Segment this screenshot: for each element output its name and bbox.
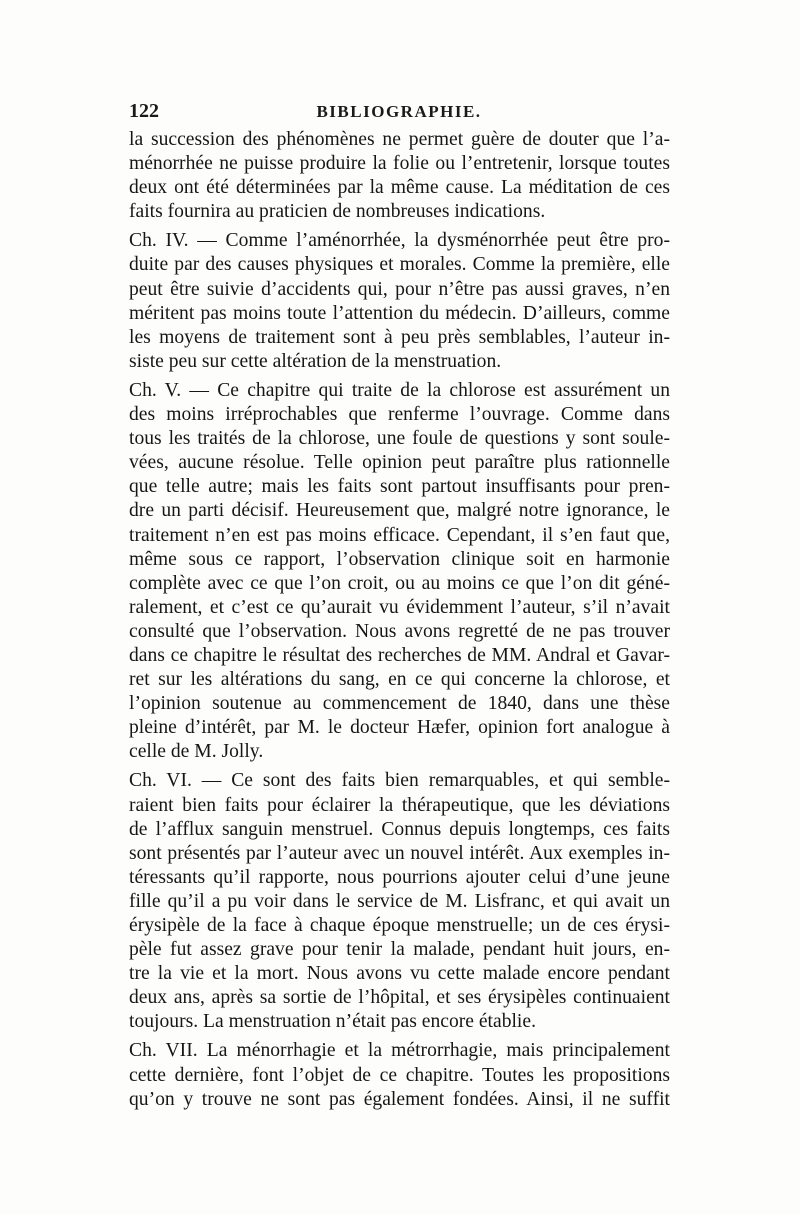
text-line: de l’afflux sanguin menstruel. Connus depuis longtemps, ces faits xyxy=(129,818,670,840)
text-line: ralement, et c’est ce qu’aurait vu évidemment l’auteur, s’il n’avait xyxy=(129,596,670,618)
paragraph xyxy=(129,379,670,765)
text-line: deux ans, après sa sortie de l’hôpital, et ses érysipèles continuaient xyxy=(129,987,670,1009)
text-line: l’opinion soutenue au commencement de 1840, dans une thèse xyxy=(129,693,670,715)
text-line: ménorrhée ne puisse produire la folie ou l’entretenir, lorsque toutes xyxy=(129,153,670,175)
text-line: celle de M. Jolly. xyxy=(129,741,264,763)
text-line: traitement n’en est pas moins efficace. Cependant, il s’en faut que, xyxy=(129,524,670,546)
text-line: cette dernière, font l’objet de ce chapitre. Toutes les propositions xyxy=(129,1064,670,1086)
text-line: dre un parti décisif. Heureusement que, malgré notre ignorance, le xyxy=(129,500,670,522)
text-line: complète avec ce que l’on croit, ou au moins ce que l’on dit géné- xyxy=(129,572,670,594)
page-header xyxy=(129,100,669,126)
text-line: deux ont été déterminées par la même cause. La méditation de ces xyxy=(129,177,670,199)
text-line: tous les traités de la chlorose, une foule de questions y sont soule- xyxy=(129,428,670,450)
text-line: siste peu sur cette altération de la menstruation. xyxy=(129,350,502,372)
text-line: Ch. V. — Ce chapitre qui traite de la chlorose est assurément un xyxy=(129,379,670,401)
page-number: 122 xyxy=(129,100,159,122)
text-line: toujours. La menstruation n’était pas encore établie. xyxy=(129,1011,536,1033)
text-line: dans ce chapitre le résultat des recherches de MM. Andral et Gavar- xyxy=(129,644,670,666)
text-line: consulté que l’observation. Nous avons regretté de ne pas trouver xyxy=(129,620,670,642)
text-line: peut être suivie d’accidents qui, pour n’être pas aussi graves, n’en xyxy=(129,278,670,300)
text-line: que telle autre; mais les faits sont partout insuffisants pour pren- xyxy=(129,476,670,498)
text-line: Ch. VI. — Ce sont des faits bien remarquables, et qui semble- xyxy=(129,770,670,792)
text-line: érysipèle de la face à chaque époque menstruelle; un de ces érysi- xyxy=(129,915,670,936)
paragraph xyxy=(129,769,670,1034)
text-line: pleine d’intérêt, par M. le docteur Hæfer, opinion fort analogue à xyxy=(129,717,670,739)
paragraph xyxy=(129,1039,670,1111)
text-line: Ch. VII. La ménorrhagie et la métrorrhagie, mais principalement xyxy=(129,1040,670,1062)
text-line: téressants qu’il rapporte, nous pourrions ajouter celui d’une jeune xyxy=(129,866,670,888)
body-text xyxy=(129,128,670,1112)
paragraph xyxy=(129,229,670,374)
text-line: duite par des causes physiques et morales. Comme la première, elle xyxy=(129,254,670,276)
text-line: faits fournira au praticien de nombreuses indications. xyxy=(129,201,546,223)
text-line: même sous ce rapport, l’observation clinique soit en harmonie xyxy=(129,548,670,570)
text-line: tre la vie et la mort. Nous avons vu cette malade encore pendant xyxy=(129,963,670,985)
text-line: les moyens de traitement sont à peu près semblables, l’auteur in- xyxy=(129,326,670,348)
text-line: méritent pas moins toute l’attention du médecin. D’ailleurs, comme xyxy=(129,302,670,324)
running-title: BIBLIOGRAPHIE. xyxy=(316,102,482,121)
text-line: la succession des phénomènes ne permet guère de douter que l’a- xyxy=(129,129,670,150)
text-line: qu’on y trouve ne sont pas également fondées. Ainsi, il ne suffit xyxy=(129,1088,670,1110)
text-line: Ch. IV. — Comme l’aménorrhée, la dysménorrhée peut être pro- xyxy=(129,230,670,252)
text-line: des moins irréprochables que renferme l’ouvrage. Comme dans xyxy=(129,404,670,426)
text-line: raient bien faits pour éclairer la thérapeutique, que les déviations xyxy=(129,794,670,816)
paragraph xyxy=(129,128,670,224)
text-line: ret sur les altérations du sang, en ce qui concerne la chlorose, et xyxy=(129,669,670,691)
text-line: pèle fut assez grave pour tenir la malade, pendant huit jours, en- xyxy=(129,939,670,961)
text-line: vées, aucune résolue. Telle opinion peut paraître plus rationnelle xyxy=(129,452,670,474)
text-line: fille qu’il a pu voir dans le service de M. Lisfranc, et qui avait un xyxy=(129,890,670,912)
text-line: sont présentés par l’auteur avec un nouvel intérêt. Aux exemples in- xyxy=(129,842,670,864)
